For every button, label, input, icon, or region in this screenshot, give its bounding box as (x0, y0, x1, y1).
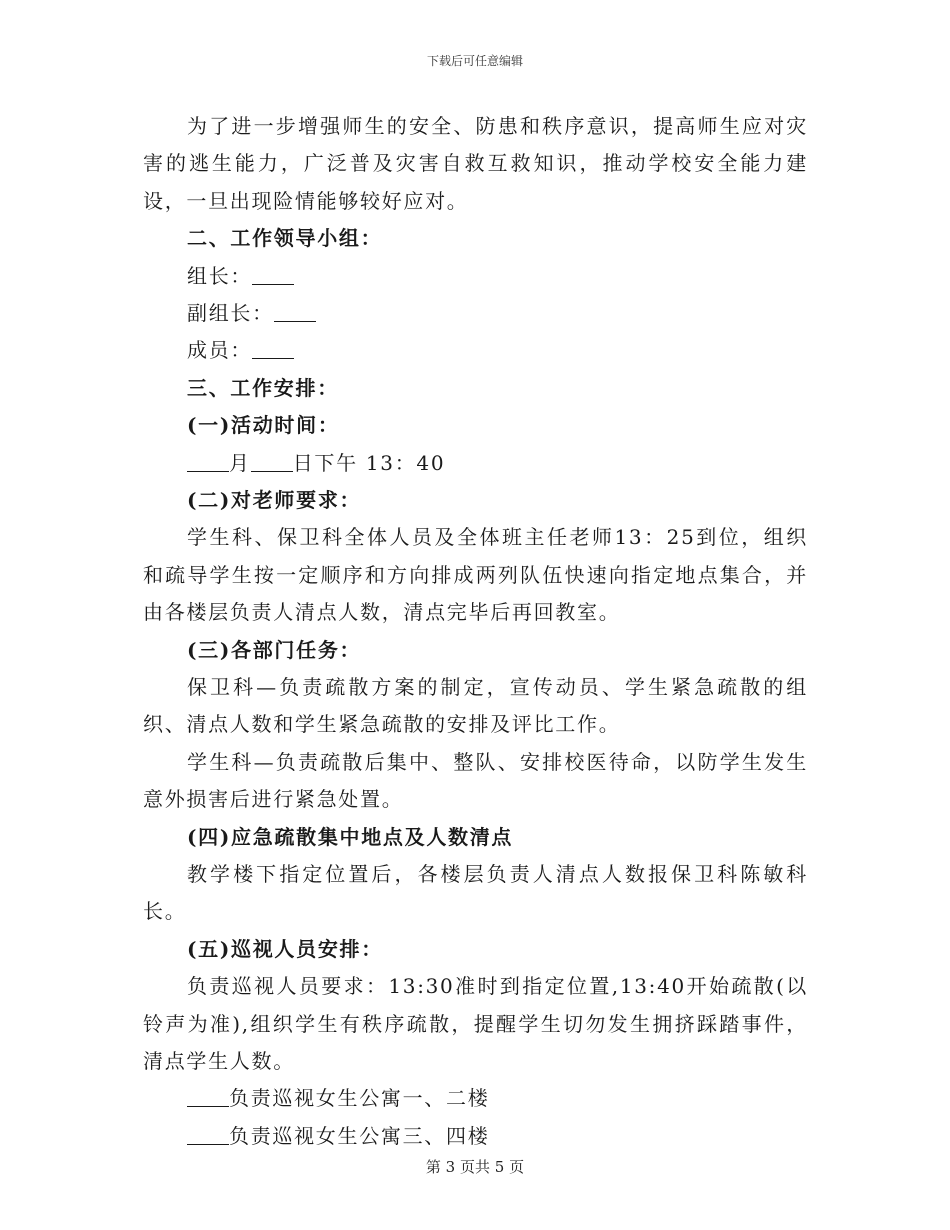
patrol1-text: 负责巡视女生公寓一、二楼 (229, 1086, 490, 1111)
header-note: 下载后可任意编辑 (426, 54, 523, 68)
patrol-requirements-paragraph: 负责巡视人员要求：13:30准时到指定位置,13:40开始疏散(以铃声为准),组织学生有秩序疏散，提醒学生切勿发生拥挤踩踏事件，清点学生人数。 (143, 974, 808, 1073)
sub2-heading: (二)对老师要求： (187, 487, 362, 512)
document-body (143, 108, 808, 1155)
teacher-requirements-paragraph: 学生科、保卫科全体人员及全体班主任老师13：25到位，组织和疏导学生按一定顺序和方向排成两列队伍快速向指定地点集合，并由各楼层负责人清点人数，清点完毕后再回教室。 (143, 525, 808, 625)
patrol1-blank (187, 1086, 229, 1107)
vice-leader-blank (274, 301, 316, 322)
sub1-heading: (一)活动时间： (187, 413, 340, 438)
month-label: 月 (229, 450, 251, 475)
day-time-text: 日下午 13：40 (292, 450, 446, 475)
sub5-heading: (五)巡视人员安排： (187, 936, 383, 961)
patrol2-blank (187, 1124, 229, 1145)
vice-leader-line (143, 295, 808, 332)
members-label: 成员： (187, 338, 253, 363)
vice-leader-label: 副组长： (187, 301, 274, 325)
intro-paragraph: 为了进一步增强师生的安全、防患和秩序意识，提高师生应对灾害的逃生能力，广泛普及灾害自救互救知识，推动学校安全能力建设，一旦出现险情能够较好应对。 (143, 114, 808, 213)
security-dept-paragraph: 保卫科—负责疏散方案的制定，宣传动员、学生紧急疏散的组织、清点人数和学生紧急疏散的安排及评比工作。 (143, 674, 808, 737)
patrol2-text: 负责巡视女生公寓三、四楼 (229, 1123, 490, 1148)
section2-heading: 二、工作领导小组： (187, 226, 383, 251)
student-dept-paragraph: 学生科—负责疏散后集中、整队、安排校医待命，以防学生发生意外损害后进行紧急处置。 (143, 749, 808, 812)
patrol-line-1 (143, 1080, 808, 1117)
patrol-line-2 (143, 1118, 808, 1155)
leader-blank (252, 264, 294, 285)
sub3-heading: (三)各部门任务： (187, 637, 362, 662)
day-blank (251, 451, 293, 472)
section3-heading: 三、工作安排： (187, 375, 339, 400)
members-line (143, 332, 808, 369)
month-blank (187, 451, 229, 472)
page-number: 第 3 页共 5 页 (425, 1158, 525, 1176)
leader-line (143, 258, 808, 295)
sub4-heading: (四)应急疏散集中地点及人数清点 (187, 824, 514, 849)
gathering-point-paragraph: 教学楼下指定位置后，各楼层负责人清点人数报保卫科陈敏科长。 (143, 861, 808, 924)
members-blank (252, 338, 294, 359)
activity-time-line (143, 445, 808, 482)
leader-label: 组长： (187, 263, 253, 288)
